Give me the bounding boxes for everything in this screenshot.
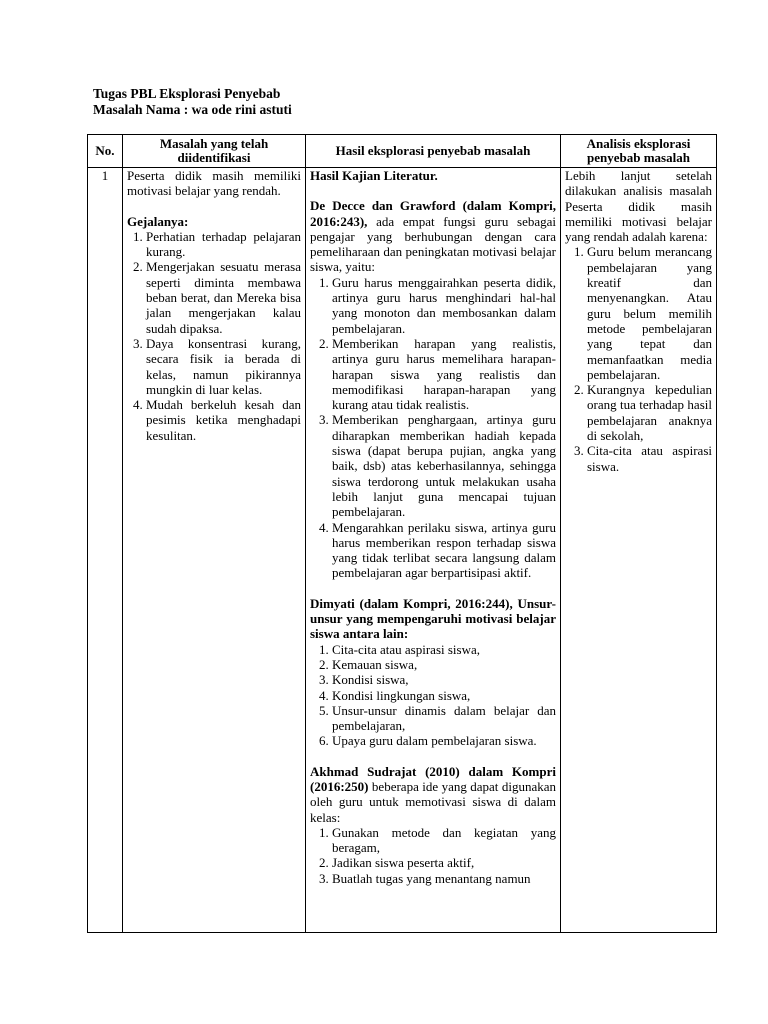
header-masalah: Masalah yang telah diidentifikasi [123, 135, 306, 168]
source-1-text: ada empat fungsi guru sebagai pengajar yang berhubungan dengan cara pemeliharaan dan peningkatan motivasi belajar siswa, yaitu: [310, 213, 556, 275]
list-item: 2. Kemauan siswa, [332, 657, 556, 672]
header-analisis: Analisis eksplorasi penyebab masalah [561, 135, 717, 168]
source-3-list [310, 825, 556, 886]
list-item: 4. Mudah berkeluh kesah dan pesimis ketika menghadapi kesulitan. [146, 397, 301, 443]
exploration-table [87, 134, 717, 933]
title-line-2: Masalah Nama : wa ode rini astuti [93, 102, 292, 117]
list-item: 3. Cita-cita atau aspirasi siswa. [587, 443, 712, 474]
source-2-paragraph: Dimyati (dalam Kompri, 2016:244), Unsur-unsur yang mempengaruhi motivasi belajar siswa antara lain: [310, 595, 556, 642]
gejala-list [127, 229, 301, 443]
hasil-heading: Hasil Kajian Literatur. [310, 168, 438, 183]
title-line-1: Tugas PBL Eksplorasi Penyebab [93, 86, 281, 101]
source-3-citation: Akhmad Sudrajat (2010) dalam Kompri (2016:250) [310, 763, 556, 794]
source-2-list [310, 642, 556, 749]
masalah-intro: Peserta didik masih memiliki motivasi belajar yang rendah. [127, 168, 301, 199]
masalah-cell [123, 168, 306, 933]
header-no: No. [88, 135, 123, 168]
analisis-intro: Lebih lanjut setelah dilakukan analisis masalah Peserta didik masih memiliki motivasi belajar yang rendah adalah karena: [565, 168, 712, 245]
header-hasil: Hasil eksplorasi penyebab masalah [306, 135, 561, 168]
list-item: 1. Perhatian terhadap pelajaran kurang. [146, 229, 301, 260]
table-header-row [88, 135, 717, 168]
list-item: 2. Mengerjakan sesuatu merasa seperti diminta membawa beban berat, dan Mereka bisa jalan mengerjakan kalau sudah dipaksa. [146, 259, 301, 335]
source-1-list [310, 275, 556, 581]
table-row [88, 168, 717, 933]
row-number: 1 [88, 168, 123, 933]
analisis-cell [561, 168, 717, 933]
list-item: 3. Daya konsentrasi kurang, secara fisik ia berada di kelas, namun pikirannya mungkin di luar kelas. [146, 336, 301, 397]
source-1-paragraph [310, 198, 556, 274]
list-item: 1. Cita-cita atau aspirasi siswa, [332, 642, 556, 657]
list-item: 4. Kondisi lingkungan siswa, [332, 688, 556, 703]
list-item: 1. Guru harus menggairahkan peserta didik, artinya guru harus menghindari hal-hal yang monoton dan membosankan dalam pembelajaran. [332, 275, 556, 336]
list-item: 2. Memberikan harapan yang realistis, artinya guru harus memelihara harapan-harapan siswa yang realistis dan memodifikasi harapan-harapan yang kurang atau tidak realistis. [332, 336, 556, 412]
document-title [93, 86, 292, 118]
list-item: 4. Mengarahkan perilaku siswa, artinya guru harus memberikan respon terhadap siswa yang tidak terlibat secara langsung dalam pembelajaran agar berpartisipasi aktif. [332, 520, 556, 581]
gejala-heading: Gejalanya: [127, 213, 189, 229]
list-item: 6. Upaya guru dalam pembelajaran siswa. [332, 733, 556, 748]
list-item: 3. Memberikan penghargaan, artinya guru diharapkan memberikan hadiah kepada siswa (dapat berupa pujian, angka yang baik, dsb) atas keberhasilannya, sehingga siswa terdorong untuk melakukan usaha lebih lanjut guna mencapai tujuan pembelajaran. [332, 412, 556, 519]
source-1-citation: De Decce dan Grawford (dalam Kompri, 2016:243), [310, 198, 556, 229]
hasil-cell [306, 168, 561, 933]
list-item: 3. Kondisi siswa, [332, 672, 556, 687]
list-item: 5. Unsur-unsur dinamis dalam belajar dan pembelajaran, [332, 703, 556, 734]
list-item: 1. Gunakan metode dan kegiatan yang beragam, [332, 825, 556, 856]
list-item: 3. Buatlah tugas yang menantang namun [332, 871, 556, 886]
source-3-paragraph [310, 764, 556, 825]
list-item: 2. Jadikan siswa peserta aktif, [332, 855, 556, 870]
source-3-text: beberapa ide yang dapat digunakan oleh guru untuk memotivasi siswa di dalam kelas: [310, 778, 556, 825]
list-item: 1. Guru belum merancang pembelajaran yang kreatif dan menyenangkan. Atau guru belum memilih metode pembelajaran yang tepat dan memanfaatkan media pembelajaran. [587, 244, 712, 382]
list-item: 2. Kurangnya kepedulian orang tua terhadap hasil pembelajaran anaknya di sekolah, [587, 382, 712, 443]
analisis-list [565, 244, 712, 473]
